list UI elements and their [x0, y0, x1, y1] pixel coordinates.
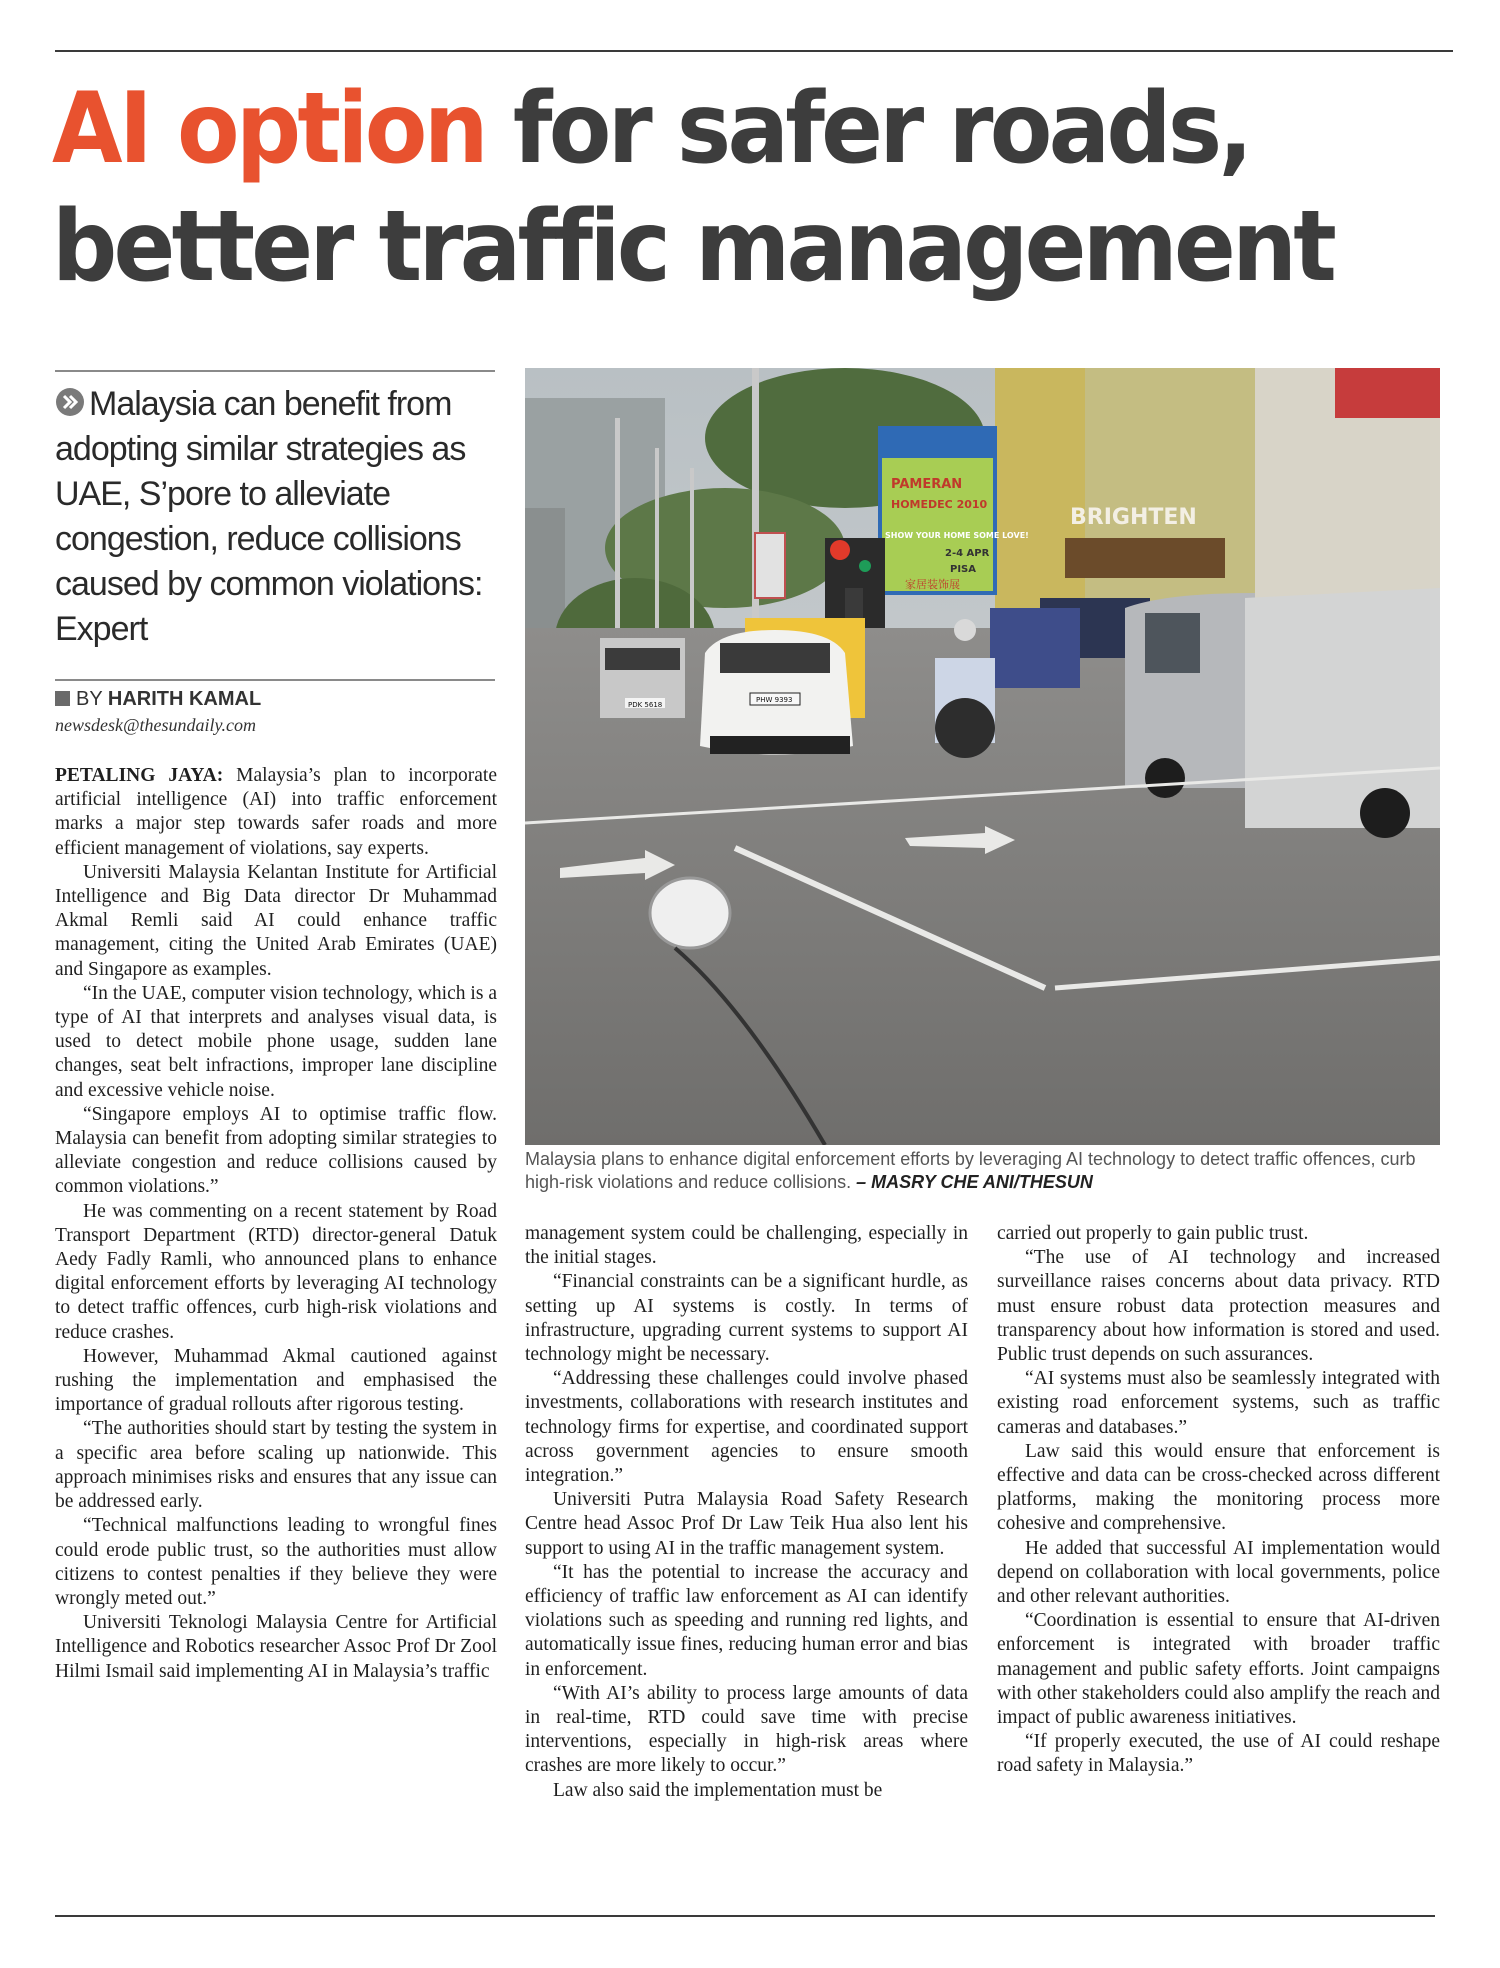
paragraph: Universiti Teknologi Malaysia Centre for Artificial Intelligence and Robotics researcher Assoc Prof Dr Zool Hilmi Ismail said implementing AI in Malaysia’s traffic [55, 1612, 497, 1682]
paragraph: “In the UAE, computer vision technology, which is a type of AI that interprets and analyses visual data, is used to detect mobile phone usage, sudden lane changes, seat belt infractions, improper lane discipline and excessive vehicle noise. [55, 982, 497, 1101]
paragraph: “It has the potential to increase the accuracy and efficiency of traffic law enforcement as AI can identify violations such as speeding and running red lights, and automatically issue fines, reducing human error and bias in enforcement. [525, 1561, 968, 1680]
paragraph: “With AI’s ability to process large amounts of data in real-time, RTD could save time with precise interventions, especially in high-risk areas where crashes are more likely to occur.” [525, 1682, 968, 1777]
paragraph: He was commenting on a recent statement by Road Transport Department (RTD) director-general Datuk Aedy Fadly Ramli, who announced plans to enhance digital enforcement efforts by leveraging AI technology to detect traffic offences, curb high-risk violations and reduce crashes. [55, 1200, 497, 1343]
billboard-dates: 2-4 APR [945, 548, 990, 559]
byline [55, 688, 495, 736]
paragraph: “The use of AI technology and increased surveillance raises concerns about data privacy. RTD must ensure robust data protection measures and transparency about how information is stored and used. Public trust depends on such assurances. [997, 1247, 1440, 1366]
paragraph: “The authorities should start by testing the system in a specific area before scaling up nationwide. This approach minimises risks and ensures that any issue can be addressed early. [55, 1418, 497, 1513]
article-column-2 [525, 1222, 968, 1803]
paragraph: “Addressing these challenges could involve phased investments, collaborations with research institutes and technology firms for expertise, and coordinated support across government agencies to ensure smooth integration.” [525, 1368, 968, 1487]
paragraph: Universiti Malaysia Kelantan Institute for Artificial Intelligence and Big Data director Dr Muhammad Akmal Remli said AI could enhance traffic management, citing the United Arab Emirates (UAE) and Singapore as examples. [55, 861, 497, 980]
paragraph: He added that successful AI implementation would depend on collaboration with local governments, police and other relevant authorities. [997, 1537, 1440, 1608]
paragraph: Universiti Putra Malaysia Road Safety Research Centre head Assoc Prof Dr Law Teik Hua also lent his support to using AI in the traffic management system. [525, 1489, 968, 1559]
article-photo [525, 368, 1440, 1145]
headline-line2: better traffic management [52, 190, 1334, 304]
paragraph: “Coordination is essential to ensure that AI-driven enforcement is integrated with broader traffic management and public safety efforts. Joint campaigns with other stakeholders could also amplify the reach and impact of public awareness initiatives. [997, 1610, 1440, 1729]
standfirst-text: Malaysia can benefit from adopting similar strategies as UAE, S’pore to alleviate congestion, reduce collisions caused by common violations: Expert [55, 385, 483, 648]
photo-caption [525, 1148, 1440, 1194]
caption-text: Malaysia plans to enhance digital enforcement efforts by leveraging AI technology to detect traffic offences, curb high-risk violations and reduce collisions. [525, 1149, 1416, 1192]
article-column-3 [997, 1222, 1440, 1779]
headline-line1: for safer roads, [484, 72, 1250, 186]
top-rule [55, 50, 1453, 52]
chevron-bullet-icon [55, 384, 85, 414]
byline-prefix: BY [76, 688, 108, 710]
photo-credit: – MASRY CHE ANI/THESUN [856, 1172, 1093, 1192]
plate-front: PHW 9393 [756, 696, 793, 704]
paragraph: PETALING JAYA: Malaysia’s plan to incorporate artificial intelligence (AI) into traffic enforcement marks a major step towards safer roads and more efficient management of violations, say experts. [55, 765, 497, 859]
paragraph: Law also said the implementation must be [553, 1779, 883, 1801]
billboard-chinese: 家居装饰展 [905, 578, 960, 591]
dateline: PETALING JAYA: [55, 765, 224, 786]
bottom-rule [55, 1915, 1435, 1917]
paragraph: Law said this would ensure that enforcement is effective and data can be cross-checked across different platforms, making the monitoring process more cohesive and comprehensive. [997, 1440, 1440, 1535]
plate-left: PDK 5618 [628, 701, 663, 709]
standfirst [55, 370, 495, 681]
paragraph: management system could be challenging, especially in the initial stages. [525, 1223, 968, 1269]
byline-square-icon [55, 691, 70, 706]
article-column-1 [55, 764, 497, 1684]
billboard-slogan: SHOW YOUR HOME SOME LOVE! [885, 531, 1029, 540]
shop-sign: BRIGHTEN [1070, 505, 1197, 530]
byline-author: HARITH KAMAL [107, 688, 262, 710]
billboard-top: PAMERAN [891, 477, 963, 492]
paragraph: “Technical malfunctions leading to wrongful fines could erode public trust, so the authorities must allow citizens to contest penalties if they believe they were wrongly meted out.” [55, 1515, 497, 1609]
billboard-event: HOMEDEC 2010 [891, 498, 988, 511]
paragraph: “Singapore employs AI to optimise traffic flow. Malaysia can benefit from adopting similar strategies to alleviate congestion and reduce collisions caused by common violations.” [55, 1103, 497, 1198]
billboard-venue: PISA [950, 564, 976, 575]
headline [52, 70, 1354, 306]
paragraph: “Financial constraints can be a significant hurdle, as setting up AI systems is costly. In terms of infrastructure, upgrading current systems to support AI technology might be necessary. [525, 1271, 968, 1366]
paragraph: “AI systems must also be seamlessly integrated with existing road enforcement systems, such as traffic cameras and databases.” [997, 1368, 1440, 1438]
paragraph: However, Muhammad Akmal cautioned against rushing the implementation and emphasised the importance of gradual rollouts after rigorous testing. [55, 1345, 497, 1416]
paragraph: carried out properly to gain public trust. [997, 1223, 1309, 1244]
headline-accent: AI option [52, 72, 485, 186]
byline-email: newsdesk@thesundaily.com [55, 715, 257, 735]
paragraph: “If properly executed, the use of AI could reshape road safety in Malaysia.” [997, 1731, 1440, 1777]
